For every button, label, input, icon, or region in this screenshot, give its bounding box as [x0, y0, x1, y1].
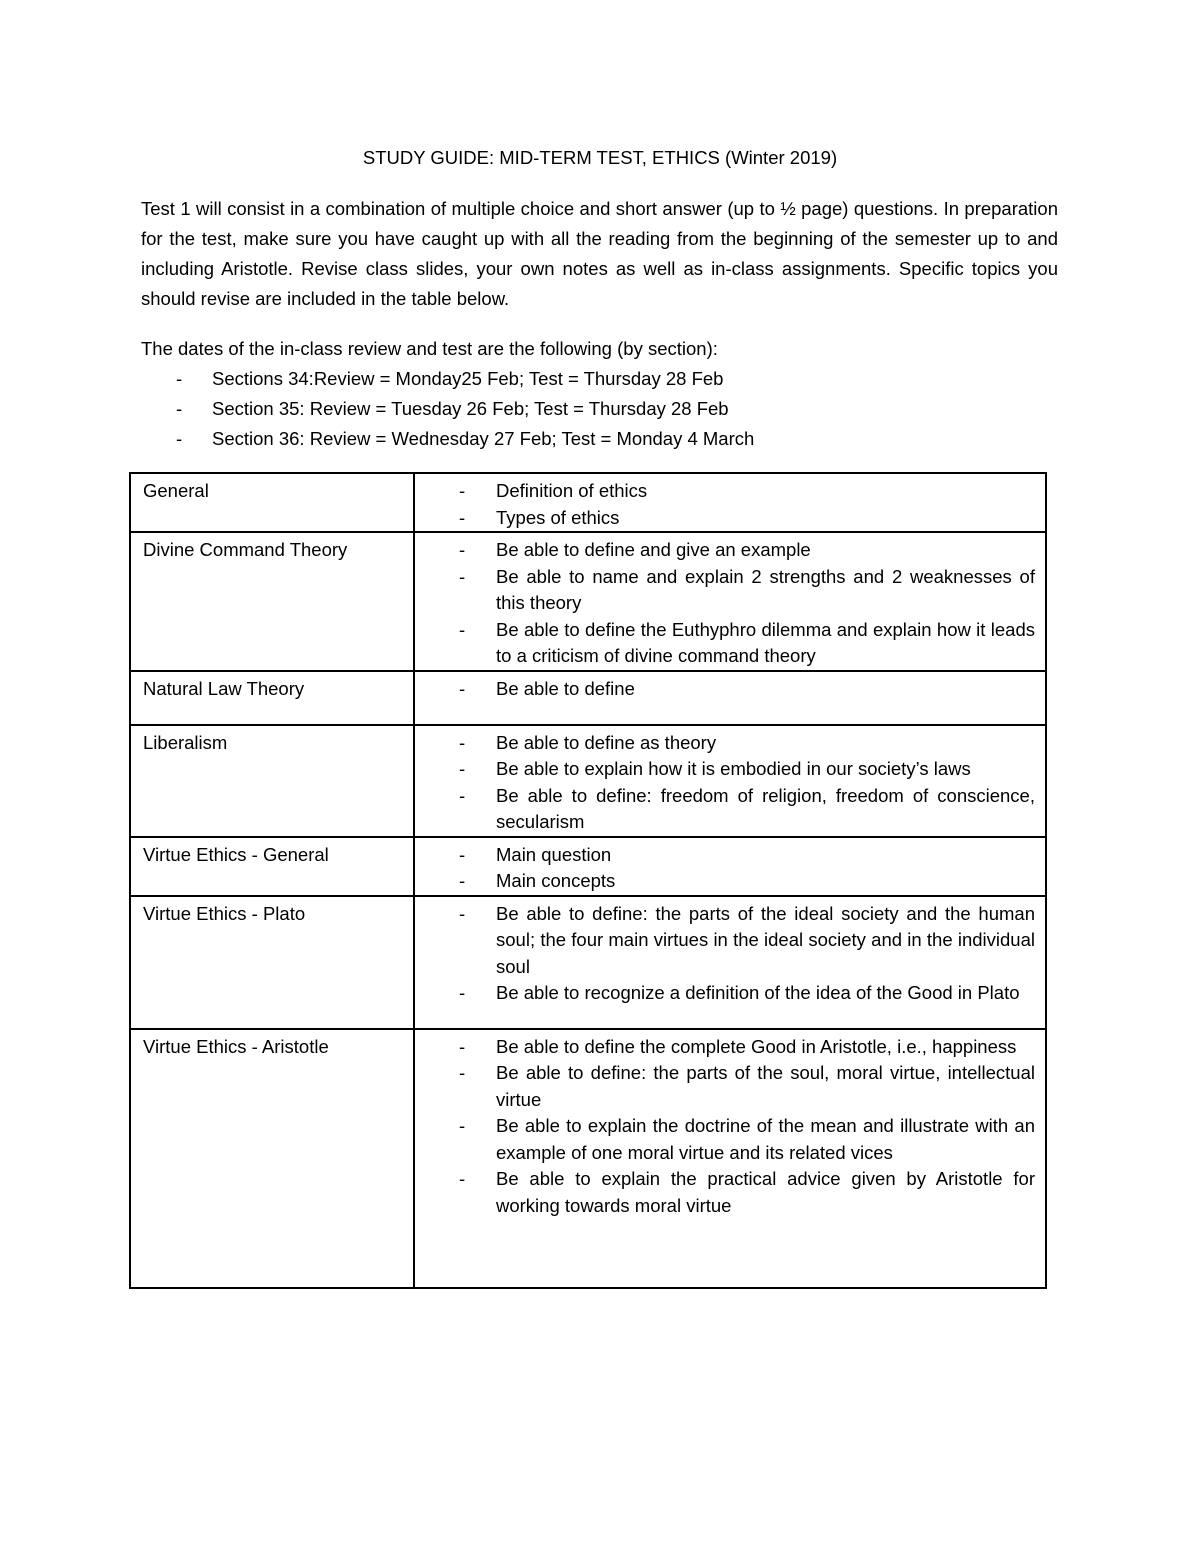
- bullet-dash: -: [459, 982, 466, 1003]
- requirements-cell: [414, 532, 1046, 671]
- requirements-list: [415, 730, 1035, 836]
- requirement-text: Be able to define: the parts of the soul, moral virtue, intellectual virtue: [496, 1062, 1035, 1110]
- bullet-dash: -: [459, 506, 466, 528]
- requirement-text: Be able to define the complete Good in Aristotle, i.e., happiness: [496, 1035, 1017, 1057]
- requirement-item: [415, 730, 1035, 757]
- intro-text: Test 1 will consist in a combination of multiple choice and short answer (up to ½ page) questions. In preparation for the test, make sure you have caught up with all the reading from the beginning of the semester up to and including Aristotle. Revise class slides, your own notes as well as in-class assignments. Specific topics you should revise are included in the table below.: [141, 198, 1058, 309]
- bullet-dash: -: [459, 1035, 466, 1057]
- bullet-dash: -: [459, 731, 466, 753]
- requirements-cell: [414, 896, 1046, 1029]
- requirement-text: Be able to define the Euthyphro dilemma and explain how it leads to a criticism of divine command theory: [496, 618, 1035, 666]
- requirement-item: [415, 1034, 1035, 1061]
- requirement-text: Be able to explain the practical advice given by Aristotle for working towards moral virtue: [496, 1168, 1035, 1216]
- table-row: [130, 725, 1046, 837]
- requirement-item: [415, 1060, 1035, 1113]
- requirement-text: Be able to name and explain 2 strengths and 2 weaknesses of this theory: [496, 565, 1035, 613]
- bullet-dash: -: [459, 677, 466, 699]
- requirement-text: Main concepts: [496, 870, 616, 891]
- requirement-item: [415, 537, 1035, 564]
- requirement-item: [415, 1166, 1035, 1219]
- dates-intro: The dates of the in-class review and test are the following (by section):: [141, 338, 718, 359]
- bullet-dash: -: [459, 480, 466, 501]
- requirements-list: [415, 478, 1035, 531]
- table-row: [130, 837, 1046, 896]
- requirement-item: [415, 478, 1035, 505]
- requirement-item: [415, 617, 1035, 670]
- section-date-item: [141, 364, 754, 394]
- requirements-list: [415, 537, 1035, 670]
- bullet-dash: -: [459, 758, 466, 779]
- topic-cell: Liberalism: [130, 725, 414, 837]
- bullet-dash: -: [459, 618, 466, 640]
- topic-cell: Virtue Ethics - Aristotle: [130, 1029, 414, 1288]
- bullet-dash: -: [176, 398, 183, 419]
- requirements-list: [415, 901, 1035, 1007]
- requirement-item: [415, 756, 1035, 783]
- topics-table: [129, 472, 1047, 1289]
- topic-cell: Natural Law Theory: [130, 671, 414, 725]
- section-date-item: [141, 424, 754, 454]
- section-date-text: Section 35: Review = Tuesday 26 Feb; Test = Thursday 28 Feb: [212, 398, 729, 419]
- requirements-cell: [414, 837, 1046, 896]
- requirement-text: Be able to define: [496, 677, 635, 699]
- bullet-dash: -: [459, 1062, 466, 1083]
- requirement-item: [415, 564, 1035, 617]
- topic-cell: Virtue Ethics - General: [130, 837, 414, 896]
- requirement-text: Be able to explain the doctrine of the mean and illustrate with an example of one moral virtue and its related vices: [496, 1115, 1035, 1163]
- requirements-cell: [414, 671, 1046, 725]
- intro-paragraph: [141, 194, 1058, 314]
- topic-cell: Virtue Ethics - Plato: [130, 896, 414, 1029]
- section-dates-list: [141, 364, 754, 454]
- requirement-item: [415, 505, 1035, 532]
- requirements-list: [415, 842, 1035, 895]
- bullet-dash: -: [459, 843, 466, 865]
- requirement-text: Be able to define as theory: [496, 731, 717, 753]
- document-title: STUDY GUIDE: MID-TERM TEST, ETHICS (Winter 2019): [362, 147, 838, 168]
- requirements-cell: [414, 473, 1046, 532]
- table-row: [130, 896, 1046, 1029]
- requirement-text: Be able to recognize a definition of the idea of the Good in Plato: [496, 982, 1020, 1003]
- requirement-item: [415, 901, 1035, 981]
- requirement-text: Be able to define: freedom of religion, freedom of conscience, secularism: [496, 784, 1035, 832]
- requirement-item: [415, 783, 1035, 836]
- section-date-text: Sections 34:Review = Monday25 Feb; Test = Thursday 28 Feb: [212, 368, 724, 389]
- table-row: [130, 671, 1046, 725]
- requirement-item: [415, 1113, 1035, 1166]
- bullet-dash: -: [176, 428, 183, 449]
- bullet-dash: -: [459, 1168, 466, 1189]
- table-row: [130, 1029, 1046, 1288]
- bullet-dash: -: [459, 902, 466, 924]
- requirement-item: [415, 980, 1035, 1007]
- requirement-text: Be able to define: the parts of the ideal society and the human soul; the four main virtues in the ideal society and in the individual soul: [496, 902, 1035, 977]
- bullet-dash: -: [459, 539, 466, 560]
- requirement-item: [415, 676, 1035, 703]
- requirement-text: Be able to define and give an example: [496, 539, 811, 560]
- requirements-list: [415, 1034, 1035, 1220]
- requirement-text: Definition of ethics: [496, 480, 648, 501]
- topic-cell: General: [130, 473, 414, 532]
- requirements-cell: [414, 1029, 1046, 1288]
- requirement-text: Main question: [496, 843, 612, 865]
- requirement-text: Types of ethics: [496, 506, 620, 528]
- bullet-dash: -: [459, 565, 466, 587]
- requirement-item: [415, 842, 1035, 869]
- requirement-item: [415, 868, 1035, 895]
- requirements-list: [415, 676, 1035, 703]
- bullet-dash: -: [459, 870, 466, 891]
- section-date-item: [141, 394, 754, 424]
- section-date-text: Section 36: Review = Wednesday 27 Feb; Test = Monday 4 March: [212, 428, 755, 449]
- requirement-text: Be able to explain how it is embodied in our society’s laws: [496, 758, 971, 779]
- requirements-cell: [414, 725, 1046, 837]
- bullet-dash: -: [176, 368, 183, 389]
- bullet-dash: -: [459, 784, 466, 806]
- table-row: [130, 473, 1046, 532]
- bullet-dash: -: [459, 1115, 466, 1136]
- table-row: [130, 532, 1046, 671]
- topic-cell: Divine Command Theory: [130, 532, 414, 671]
